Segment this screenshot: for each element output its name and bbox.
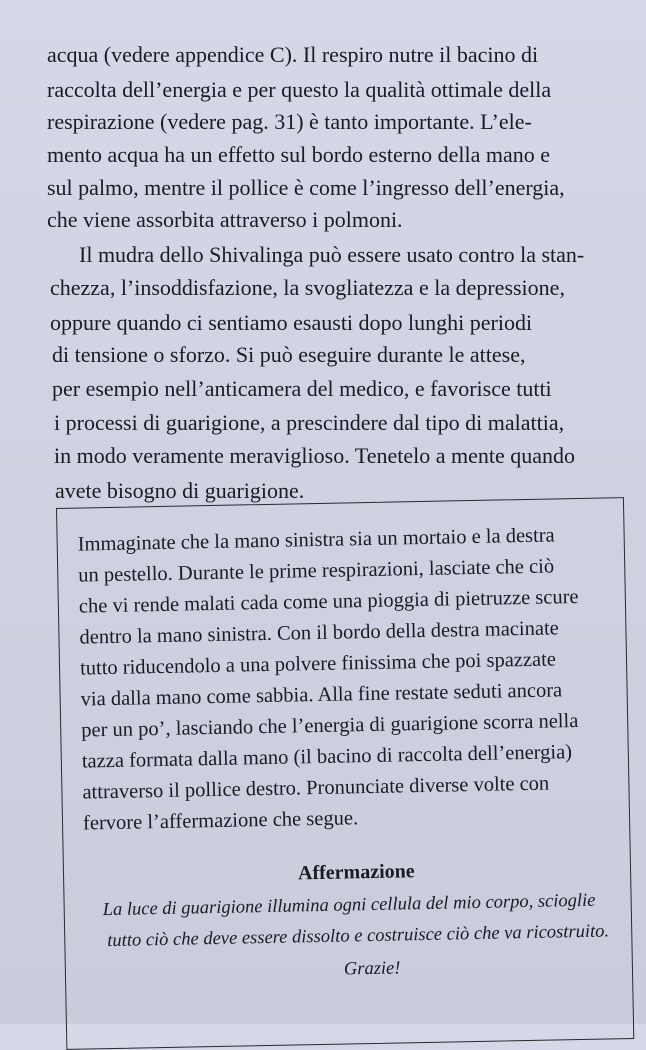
body-line: mento acqua ha un effetto sul bordo esterno della mano e bbox=[47, 142, 550, 167]
body-line: Il mudra dello Shivalinga può essere usato contro la stan- bbox=[79, 242, 585, 267]
affirmation-line: Grazie! bbox=[343, 958, 401, 980]
box-line: Immaginate che la mano sinistra sia un mortaio e la destra bbox=[77, 524, 555, 556]
box-line: tazza formata dalla mano (il bacino di raccolta dell’energia) bbox=[81, 741, 573, 773]
body-line: oppure quando ci sentiamo esausti dopo lunghi periodi bbox=[50, 310, 533, 335]
exercise-box bbox=[56, 497, 634, 1050]
body-line: che viene assorbita attraverso i polmoni. bbox=[47, 207, 403, 232]
body-line: raccolta dell’energia e per questo la qualità ottimale della bbox=[47, 77, 552, 102]
body-line: avete bisogno di guarigione. bbox=[55, 478, 305, 503]
box-line: per un po’, lasciando che l’energia di guarigione scorra nella bbox=[81, 710, 579, 742]
box-line: attraverso il pollice destro. Pronunciate diverse volte con bbox=[82, 772, 550, 804]
body-line: sul palmo, mentre il pollice è come l’ingresso dell’energia, bbox=[47, 175, 565, 200]
box-line: tutto riducendolo a una polvere finissima che poi spazzate bbox=[79, 648, 557, 680]
body-line: chezza, l’insoddisfazione, la svogliatezza e la depressione, bbox=[50, 275, 565, 300]
body-line: i processi di guarigione, a prescindere dal tipo di malattia, bbox=[54, 410, 565, 435]
body-line: respirazione (vedere pag. 31) è tanto importante. L’ele- bbox=[47, 109, 532, 134]
box-line: che vi rende malati cada come una pioggia di pietruzze scure bbox=[78, 585, 579, 618]
box-line: un pestello. Durante le prime respirazioni, lasciate che ciò bbox=[78, 555, 555, 587]
box-line: fervore l’affermazione che segue. bbox=[82, 807, 359, 835]
affirmation-line: tutto ciò che deve essere dissolto e costruisce ciò che va ricostruito. bbox=[107, 921, 610, 952]
body-line: di tensione o sforzo. Si può eseguire durante le attese, bbox=[52, 342, 526, 367]
box-line: via dalla mano come sabbia. Alla fine restate seduti ancora bbox=[80, 679, 563, 711]
body-line: in modo veramente meraviglioso. Tenetelo a mente quando bbox=[54, 443, 576, 468]
affirmation-line: La luce di guarigione illumina ogni cellula del mio corpo, scioglie bbox=[102, 890, 596, 921]
body-line: acqua (vedere appendice C). Il respiro nutre il bacino di bbox=[47, 42, 539, 67]
box-line: dentro la mano sinistra. Con il bordo della destra macinate bbox=[79, 617, 559, 649]
body-line: per esempio nell’anticamera del medico, e favorisce tutti bbox=[52, 376, 552, 401]
affirmation-title: Affermazione bbox=[297, 860, 415, 885]
